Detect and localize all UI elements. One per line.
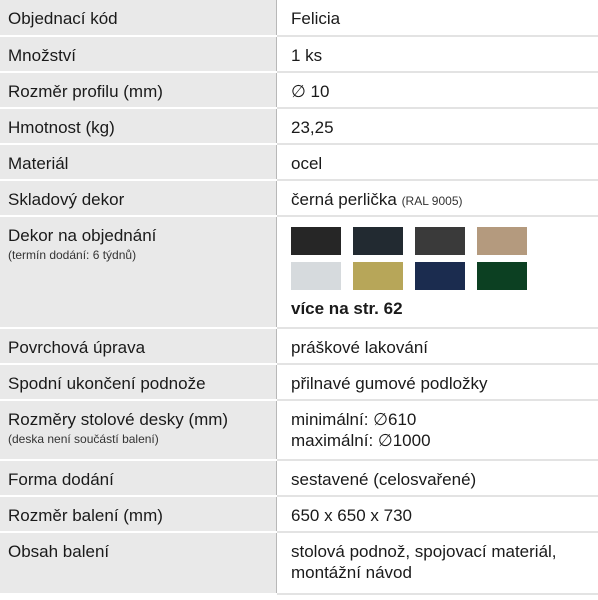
row-delivery-form (0, 460, 598, 496)
value-profile-size: ∅ 10 (277, 72, 598, 108)
swatch-black (291, 227, 341, 255)
row-decor-on-order (0, 216, 598, 328)
label-decor-on-order (0, 216, 277, 328)
tabletop-size-title: Rozměry stolové desky (mm) (8, 410, 229, 429)
value-weight: 23,25 (277, 108, 598, 144)
swatch-beige (477, 227, 527, 255)
stock-decor-name: černá perlička (291, 190, 397, 209)
value-tabletop-size (277, 400, 598, 460)
swatch-navy (415, 262, 465, 290)
value-decor-on-order (277, 216, 598, 328)
swatch-graphite (415, 227, 465, 255)
label-base-end: Spodní ukončení podnože (0, 364, 277, 400)
row-stock-decor (0, 180, 598, 216)
label-profile-size: Rozměr profilu (mm) (0, 72, 277, 108)
package-content-line1: stolová podnož, spojovací materiál, (291, 542, 557, 561)
row-order-code (0, 0, 598, 36)
decor-on-order-title: Dekor na objednání (8, 226, 157, 245)
value-stock-decor (277, 180, 598, 216)
stock-decor-ral: (RAL 9005) (401, 194, 463, 208)
label-package-content: Obsah balení (0, 532, 277, 594)
label-weight: Hmotnost (kg) (0, 108, 277, 144)
tabletop-note: (deska není součástí balení) (8, 432, 159, 446)
label-package-size: Rozměr balení (mm) (0, 496, 277, 532)
value-order-code: Felicia (277, 0, 598, 36)
value-surface: práškové lakování (277, 328, 598, 364)
row-quantity (0, 36, 598, 72)
row-package-size (0, 496, 598, 532)
row-material (0, 144, 598, 180)
label-tabletop-size (0, 400, 277, 460)
value-material: ocel (277, 144, 598, 180)
label-order-code: Objednací kód (0, 0, 277, 36)
label-material: Materiál (0, 144, 277, 180)
row-surface (0, 328, 598, 364)
package-content-line2: montážní návod (291, 563, 412, 582)
swatch-anthracite (353, 227, 403, 255)
row-base-end (0, 364, 598, 400)
value-package-size: 650 x 650 x 730 (277, 496, 598, 532)
label-surface: Povrchová úprava (0, 328, 277, 364)
decor-swatches (291, 227, 598, 290)
label-quantity: Množství (0, 36, 277, 72)
tabletop-min: minimální: ∅610 (291, 410, 417, 429)
value-package-content (277, 532, 598, 594)
value-delivery-form: sestavené (celosvařené) (277, 460, 598, 496)
tabletop-max: maximální: ∅1000 (291, 431, 431, 450)
row-profile-size (0, 72, 598, 108)
label-stock-decor: Skladový dekor (0, 180, 277, 216)
swatch-gold (353, 262, 403, 290)
row-tabletop-size (0, 400, 598, 460)
row-package-content (0, 532, 598, 594)
swatch-green (477, 262, 527, 290)
swatch-light-grey (291, 262, 341, 290)
delivery-term-note: (termín dodání: 6 týdnů) (8, 248, 137, 262)
value-base-end: přilnavé gumové podložky (277, 364, 598, 400)
value-quantity: 1 ks (277, 36, 598, 72)
label-delivery-form: Forma dodání (0, 460, 277, 496)
more-on-page-link: více na str. 62 (291, 299, 403, 318)
row-weight (0, 108, 598, 144)
